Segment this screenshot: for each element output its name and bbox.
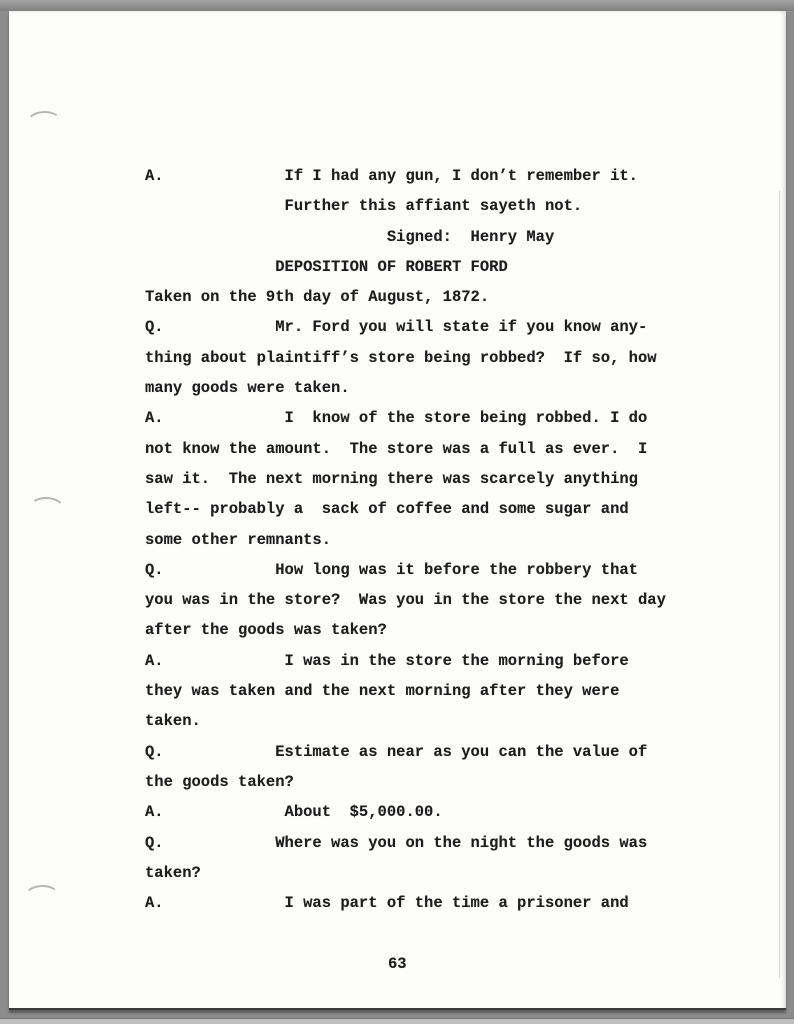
deposition-text	[145, 161, 705, 979]
punch-hole-mark	[28, 496, 66, 522]
punch-hole-mark	[24, 884, 61, 909]
page-stack-edge	[779, 191, 780, 978]
deposition-heading: DEPOSITION OF ROBERT FORD	[145, 257, 508, 276]
punch-hole-mark	[25, 110, 62, 136]
typed-line: A. About $5,000.00.	[145, 803, 443, 822]
typed-line: they was taken and the next morning after they were	[145, 682, 620, 701]
typed-line: Q. How long was it before the robbery that	[145, 560, 638, 579]
page-number: 63	[388, 954, 407, 973]
typed-line: A. I was part of the time a prisoner and	[145, 894, 629, 913]
typed-line: the goods taken?	[145, 772, 294, 791]
document-page	[9, 11, 786, 1010]
typed-line: you was in the store? Was you in the store the next day	[145, 591, 666, 610]
typed-line: thing about plaintiff’s store being robbed? If so, how	[145, 348, 657, 367]
typed-line: after the goods was taken?	[145, 621, 387, 640]
typed-line: Further this affiant sayeth not.	[145, 197, 583, 216]
typed-line: left-- probably a sack of coffee and some sugar and	[145, 500, 629, 519]
typed-line: A. I know of the store being robbed. I do	[145, 409, 648, 428]
scanner-bed-bottom-strip	[0, 1018, 794, 1024]
typed-line: Q. Mr. Ford you will state if you know any-	[145, 318, 648, 337]
typed-line: taken.	[145, 712, 201, 731]
typed-line: Signed: Henry May	[145, 227, 555, 246]
typed-line: A. If I had any gun, I don’t remember it.	[145, 167, 638, 185]
typed-line: A. I was in the store the morning before	[145, 651, 629, 670]
typed-line: many goods were taken.	[145, 379, 350, 398]
typed-line: Q. Estimate as near as you can the value of	[145, 742, 648, 761]
typed-line: some other remnants.	[145, 530, 332, 549]
typed-line: Taken on the 9th day of August, 1872.	[145, 288, 490, 307]
scanner-bed-top-edge	[0, 0, 794, 11]
typed-line: taken?	[145, 863, 201, 882]
typed-line: saw it. The next morning there was scarcely anything	[145, 469, 638, 488]
typed-line: not know the amount. The store was a full as ever. I	[145, 439, 648, 458]
typed-line: Q. Where was you on the night the goods was	[145, 833, 648, 852]
